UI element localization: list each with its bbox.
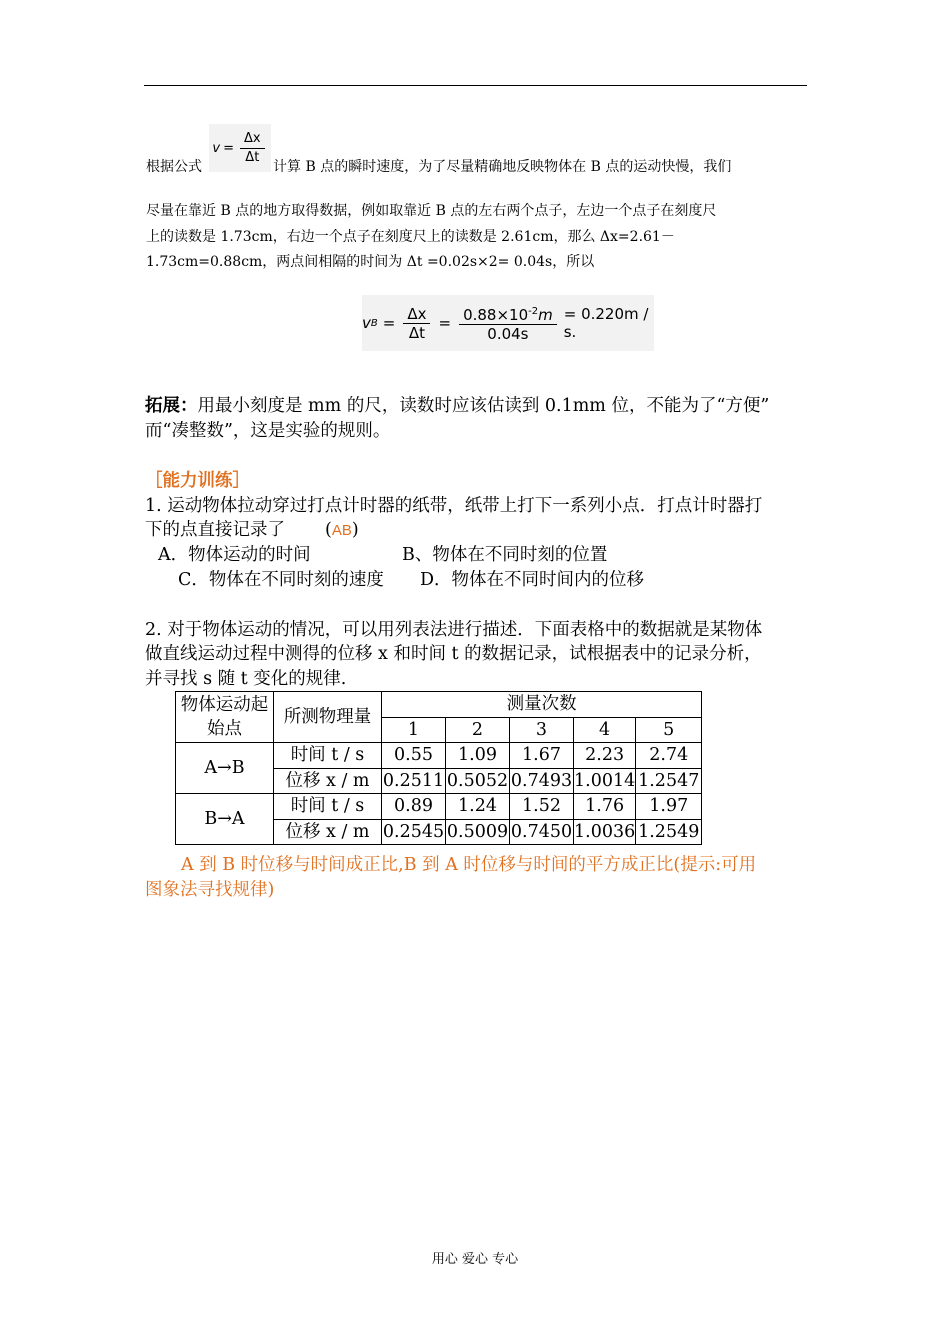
velocity-formula-image [209, 124, 271, 172]
formula2-frac1 [403, 305, 430, 342]
formula-denominator: Δt [245, 149, 260, 165]
section-title: ［能力训练］ [145, 471, 250, 491]
value-cell: 1.0036 [574, 819, 636, 845]
header-start-point [176, 692, 274, 743]
formula2-frac2-num [459, 303, 557, 325]
col-header: 2 [446, 717, 510, 743]
value-cell: 0.2545 [382, 819, 446, 845]
header-start-line2: 始点 [207, 719, 242, 739]
q1-option-d: D．物体在不同时间内的位移 [420, 570, 645, 590]
value-cell: 1.52 [510, 794, 574, 820]
table-row [176, 743, 702, 769]
table-row [176, 794, 702, 820]
formula2-frac2-base: 0.88×10 [463, 306, 529, 324]
para1-after: 计算 B 点的瞬时速度，为了尽量精确地反映物体在 B 点的运动快慢，我们 [273, 159, 732, 175]
q1-answer: AB [331, 522, 352, 539]
value-cell: 0.5009 [446, 819, 510, 845]
q2-line3: 并寻找 s 随 t 变化的规律. [145, 669, 347, 689]
para1-line4: 1.73cm=0.88cm，两点间相隔的时间为 Δt =0.02s×2= 0.04s，所以 [146, 254, 595, 270]
value-cell: 0.5052 [446, 768, 510, 794]
formula2-v: v [362, 314, 371, 332]
para1-line3: 上的读数是 1.73cm，右边一个点子在刻度尺上的读数是 2.61cm，那么 Δx=2.61－ [146, 229, 675, 245]
extension-label: 拓展： [145, 396, 198, 416]
value-cell: 0.55 [382, 743, 446, 769]
q2-line2: 做直线运动过程中测得的位移 x 和时间 t 的数据记录，试根据表中的记录分析， [145, 644, 762, 664]
col-header: 3 [510, 717, 574, 743]
header-quantity: 所测物理量 [274, 692, 382, 743]
value-cell: 1.2549 [636, 819, 702, 845]
col-header: 5 [636, 717, 702, 743]
q1-paren-open: ( [325, 520, 332, 540]
para1-before: 根据公式 [146, 159, 202, 175]
table-header-row-1 [176, 692, 702, 718]
formula-v: v [212, 140, 221, 156]
formula-equals: = [223, 140, 234, 156]
formula2-result: = 0.220m / s. [563, 305, 649, 341]
page-footer: 用心 爱心 专心 [431, 1252, 519, 1267]
para1-line2: 尽量在靠近 B 点的地方取得数据，例如取靠近 B 点的左右两个点子，左边一个点子在刻度尺 [146, 203, 717, 219]
formula2-frac2-den: 0.04s [487, 325, 529, 343]
header-rule [144, 85, 807, 86]
q1-line2-text: 下的点直接记录了 [145, 520, 285, 540]
value-cell: 0.7450 [510, 819, 574, 845]
extension-line2: 而“凑整数”，这是实验的规则。 [145, 421, 391, 441]
q1-line2 [145, 518, 359, 543]
formula-numerator: Δx [240, 130, 265, 149]
measurement-table [175, 691, 702, 845]
value-cell: 1.09 [446, 743, 510, 769]
quantity-cell: 位移 x / m [274, 768, 382, 794]
value-cell: 2.23 [574, 743, 636, 769]
value-cell: 1.97 [636, 794, 702, 820]
vb-formula-image [362, 295, 654, 351]
group-label-b-to-a: B→A [176, 794, 274, 845]
formula2-frac1-num: Δx [403, 305, 430, 324]
quantity-cell: 时间 t / s [274, 794, 382, 820]
formula2-eq2: = [438, 314, 452, 332]
value-cell: 0.2511 [382, 768, 446, 794]
q2-line1: 2. 对于物体运动的情况，可以用列表法进行描述．下面表格中的数据就是某物体 [145, 620, 763, 640]
col-header: 4 [574, 717, 636, 743]
q1-paren-close: ) [351, 520, 359, 540]
q1-option-a: A．物体运动的时间 [158, 545, 311, 565]
header-count: 测量次数 [382, 692, 702, 718]
value-cell: 2.74 [636, 743, 702, 769]
q1-option-b: B、物体在不同时刻的位置 [402, 545, 608, 565]
header-start-line1: 物体运动起 [180, 695, 269, 715]
value-cell: 1.76 [574, 794, 636, 820]
quantity-cell: 位移 x / m [274, 819, 382, 845]
value-cell: 1.24 [446, 794, 510, 820]
answer2-line1: A 到 B 时位移与时间成正比,B 到 A 时位移与时间的平方成正比(提示:可用 [181, 855, 757, 875]
value-cell: 1.0014 [574, 768, 636, 794]
extension-line1 [145, 394, 769, 418]
value-cell: 1.2547 [636, 768, 702, 794]
value-cell: 1.67 [510, 743, 574, 769]
formula2-eq1: = [382, 314, 396, 332]
group-label-a-to-b: A→B [176, 743, 274, 794]
formula2-frac2 [459, 303, 557, 343]
col-header: 1 [382, 717, 446, 743]
q1-option-c: C．物体在不同时刻的速度 [178, 570, 384, 590]
value-cell: 0.7493 [510, 768, 574, 794]
formula2-sub: B [370, 317, 378, 329]
q1-line1: 1. 运动物体拉动穿过打点计时器的纸带，纸带上打下一系列小点．打点计时器打 [145, 496, 763, 516]
formula2-frac2-exp: -2 [528, 306, 539, 317]
quantity-cell: 时间 t / s [274, 743, 382, 769]
formula2-frac1-den: Δt [408, 323, 425, 342]
formula2-frac2-unit: m [538, 306, 553, 324]
answer2-line2: 图象法寻找规律) [145, 880, 275, 900]
extension-text1: 用最小刻度是 mm 的尺，读数时应该估读到 0.1mm 位，不能为了“方便” [197, 396, 770, 416]
formula-fraction [240, 130, 265, 167]
value-cell: 0.89 [382, 794, 446, 820]
